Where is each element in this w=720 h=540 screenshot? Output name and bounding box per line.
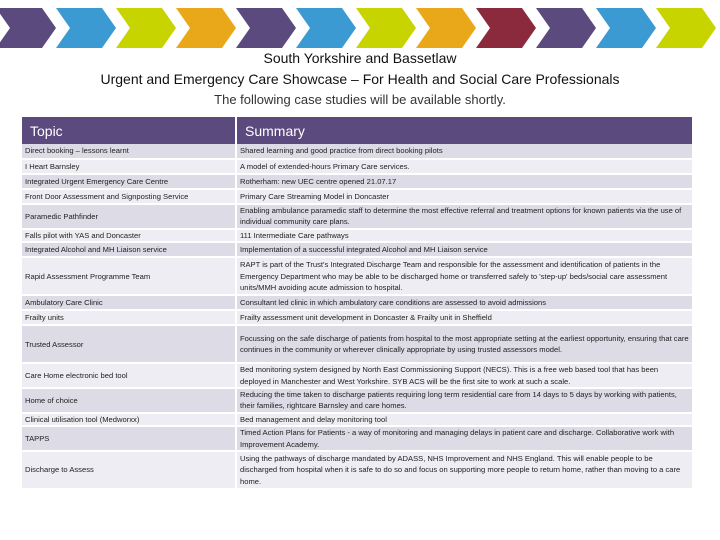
table-row — [22, 242, 692, 257]
chevron-shape — [356, 8, 416, 48]
column-header-summary: Summary — [236, 117, 692, 144]
table-row — [22, 159, 692, 174]
chevron-shape — [236, 8, 296, 48]
row-summary: Enabling ambulance paramedic staff to determine the most effective referral and treatment options for known patients via the use of individual community care plans. — [236, 204, 692, 229]
row-topic: Care Home electronic bed tool — [22, 363, 236, 388]
table-row — [22, 451, 692, 489]
table-header-row — [22, 117, 692, 144]
row-topic: Rapid Assessment Programme Team — [22, 257, 236, 295]
case-studies-table — [22, 117, 692, 490]
row-summary: RAPT is part of the Trust's Integrated Discharge Team and responsible for the assessment and identification of patients in the Emergency Department who may be able to be discharged home or transferred safely to 'step-up' beds/social care assessment units/MMH avoiding acute admission to hospital. — [236, 257, 692, 295]
chevron-shape — [296, 8, 356, 48]
chevron-shape — [656, 8, 716, 48]
table-row — [22, 413, 692, 426]
table-row — [22, 189, 692, 204]
table-row — [22, 310, 692, 325]
row-topic: Clinical utilisation tool (Medworxx) — [22, 413, 236, 426]
row-summary: Using the pathways of discharge mandated by ADASS, NHS Improvement and NHS England. This will enable people to be discharged from hospital when it is safe to do so and focus on supporting more people to return home, rather than moving to a care home. — [236, 451, 692, 489]
row-topic: Home of choice — [22, 388, 236, 413]
row-summary: 111 Intermediate Care pathways — [236, 229, 692, 242]
row-topic: Paramedic Pathfinder — [22, 204, 236, 229]
row-topic: Discharge to Assess — [22, 451, 236, 489]
chevron-shape — [476, 8, 536, 48]
row-summary: Reducing the time taken to discharge patients requiring long term residential care from 14 days to 5 days by working with patients, their families, rightcare Barnsley and care homes. — [236, 388, 692, 413]
table-row — [22, 257, 692, 295]
row-summary: Rotherham: new UEC centre opened 21.07.17 — [236, 174, 692, 189]
table-row — [22, 229, 692, 242]
row-summary: Frailty assessment unit development in Doncaster & Frailty unit in Sheffield — [236, 310, 692, 325]
table-row — [22, 325, 692, 363]
row-topic: TAPPS — [22, 426, 236, 451]
page-subtitle: Urgent and Emergency Care Showcase – For Health and Social Care Professionals — [100, 71, 620, 87]
row-summary: Bed monitoring system designed by North East Commissioning Support (NECS). This is a free web based tool that has been deployed in Manchester and West Yorkshire. SYB ACS will be the first site to work at such a scale. — [236, 363, 692, 388]
chevron-shape — [416, 8, 476, 48]
chevron-shape — [176, 8, 236, 48]
row-summary: Bed management and delay monitoring tool — [236, 413, 692, 426]
chevron-shape — [0, 8, 56, 48]
table-row — [22, 295, 692, 310]
row-summary: Consultant led clinic in which ambulatory care conditions are assessed to avoid admissions — [236, 295, 692, 310]
row-summary: Primary Care Streaming Model in Doncaster — [236, 189, 692, 204]
table-row — [22, 426, 692, 451]
table-row — [22, 388, 692, 413]
table-row — [22, 363, 692, 388]
row-summary: Focussing on the safe discharge of patients from hospital to the most appropriate setting at the earliest opportunity, ensuring that care continues in the community or wherever clinically appropriate by using trusted assessors model. — [236, 325, 692, 363]
chevron-shape — [536, 8, 596, 48]
row-topic: Integrated Urgent Emergency Care Centre — [22, 174, 236, 189]
row-topic: Trusted Assessor — [22, 325, 236, 363]
row-topic: Ambulatory Care Clinic — [22, 295, 236, 310]
row-summary: A model of extended-hours Primary Care services. — [236, 159, 692, 174]
table-row — [22, 174, 692, 189]
row-topic: Frailty units — [22, 310, 236, 325]
table-row — [22, 204, 692, 229]
row-summary: Implementation of a successful integrated Alcohol and MH Liaison service — [236, 242, 692, 257]
chevron-shape — [116, 8, 176, 48]
column-header-topic: Topic — [22, 117, 236, 144]
row-topic: Integrated Alcohol and MH Liaison service — [22, 242, 236, 257]
row-summary: Shared learning and good practice from direct booking pilots — [236, 144, 692, 159]
row-topic: I Heart Barnsley — [22, 159, 236, 174]
page-note: The following case studies will be available shortly. — [214, 92, 506, 107]
chevron-shape — [56, 8, 116, 48]
table-row — [22, 144, 692, 159]
row-summary: Timed Action Plans for Patients - a way of monitoring and managing delays in patient care and discharge. Collaborative work with Improvement Academy. — [236, 426, 692, 451]
page-title: South Yorkshire and Bassetlaw — [263, 50, 457, 66]
row-topic: Front Door Assessment and Signposting Service — [22, 189, 236, 204]
chevron-shape — [596, 8, 656, 48]
chevron-banner — [0, 8, 720, 48]
row-topic: Direct booking – lessons learnt — [22, 144, 236, 159]
row-topic: Falls pilot with YAS and Doncaster — [22, 229, 236, 242]
title-block — [0, 50, 720, 108]
